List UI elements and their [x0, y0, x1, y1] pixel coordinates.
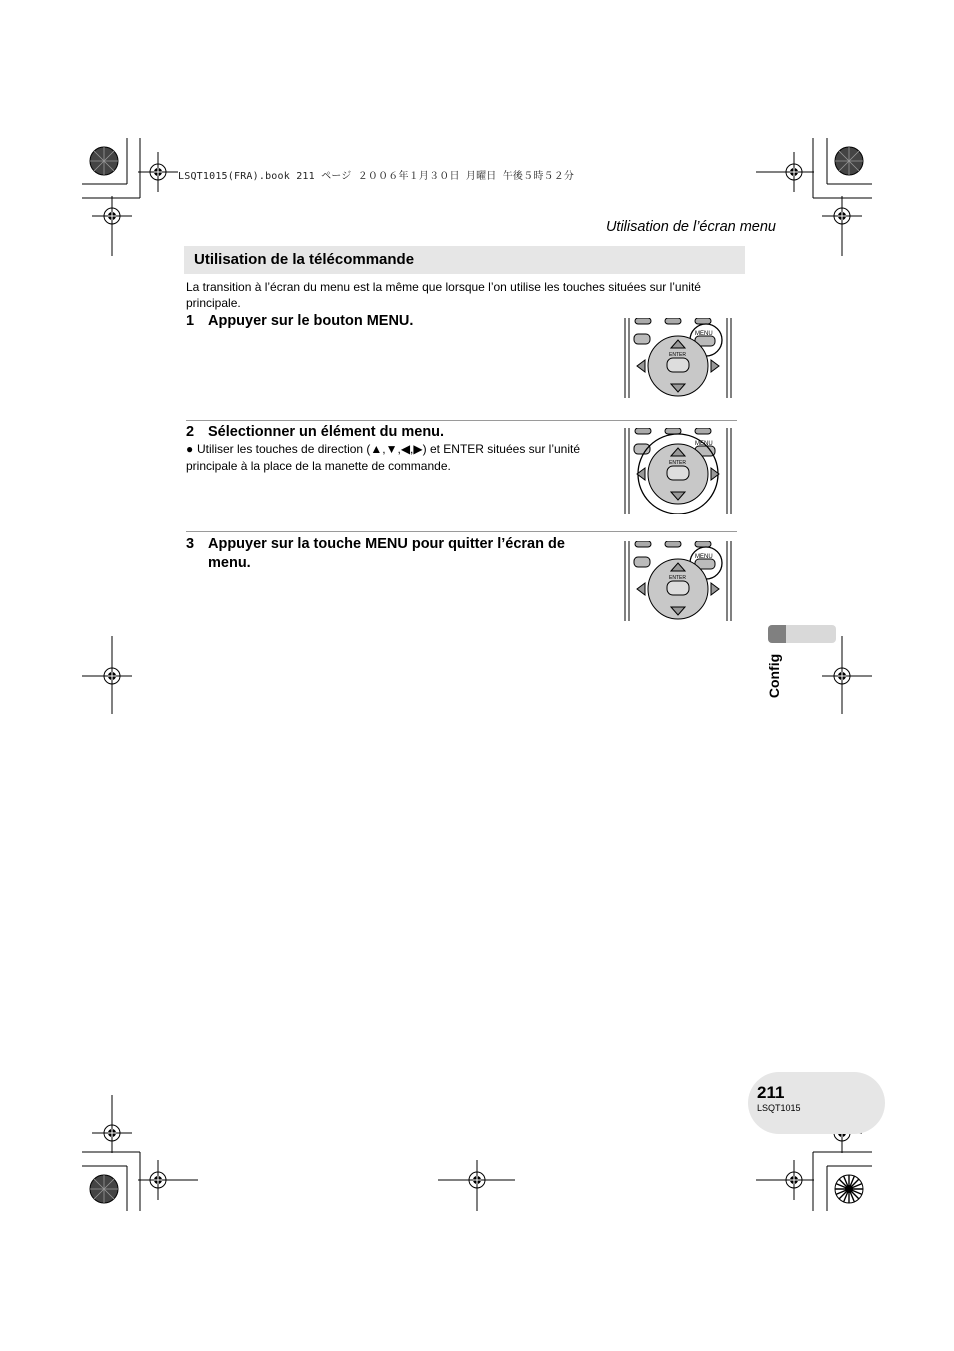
step-2-bullet	[186, 441, 586, 475]
enter-label: ENTER	[669, 352, 686, 358]
step-3	[186, 535, 588, 573]
remote-illustration-menu	[623, 318, 733, 398]
step-2	[186, 423, 444, 442]
menu-label: MENU	[695, 331, 713, 337]
step-text: Sélectionner un élément du menu.	[208, 424, 445, 440]
enter-label: ENTER	[669, 460, 686, 466]
intro-paragraph: La transition à l’écran du menu est la même que lorsque l’on utilise les touches situées sur l’unité principale.	[186, 280, 701, 310]
step-text: Appuyer sur le bouton MENU.	[208, 313, 414, 329]
document-code: LSQT1015	[757, 1103, 801, 1113]
running-head: Utilisation de l’écran menu	[605, 219, 776, 235]
remote-illustration-menu-exit	[623, 541, 733, 621]
step-1	[186, 312, 413, 331]
step-number: 2	[186, 424, 195, 440]
bullet-mark: ●	[186, 442, 194, 456]
menu-label: MENU	[695, 554, 713, 560]
enter-label: ENTER	[669, 575, 686, 581]
divider	[186, 531, 737, 532]
step-number: 1	[186, 313, 195, 329]
step-text: Appuyer sur la touche MENU pour quitter l’écran de menu.	[208, 536, 565, 571]
menu-label: MENU	[695, 441, 713, 447]
print-header: LSQT1015(FRA).book 211 ページ ２００６年１月３０日 月曜日 午後５時５２分	[178, 171, 575, 182]
page-number: 211	[757, 1083, 785, 1102]
section-title: Utilisation de la télécommande	[194, 251, 415, 268]
side-tab-marker	[768, 625, 786, 643]
side-tab-label: Config	[766, 653, 782, 699]
divider	[186, 420, 737, 421]
bullet-text: Utiliser les touches de direction (▲,▼,◀,▶) et ENTER situées sur l’unité principale à la place de la manette de commande.	[186, 442, 581, 473]
remote-illustration-direction	[623, 428, 733, 514]
step-number: 3	[186, 536, 195, 552]
